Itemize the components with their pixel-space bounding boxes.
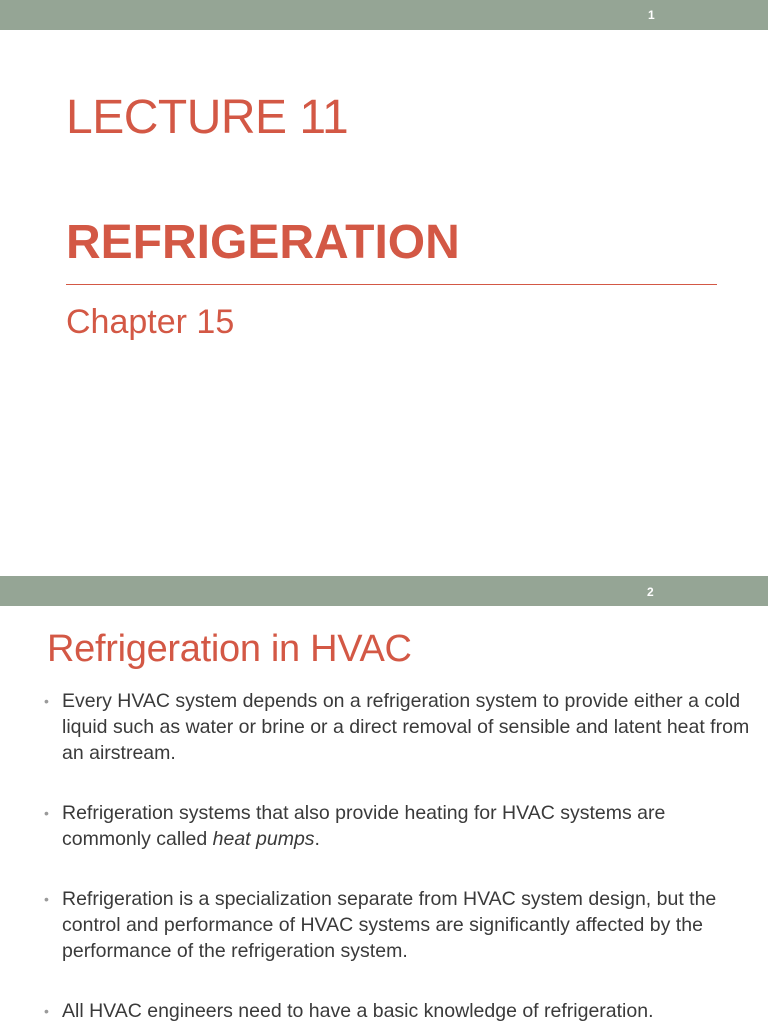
bullet-emphasis: heat pumps [212,828,315,850]
chapter-subtitle: Chapter 15 [66,303,235,341]
bullet-icon: • [44,891,49,907]
slide-2 [0,576,768,1024]
bullet-icon: • [44,805,49,821]
bullet-list [44,688,754,1024]
bullet-item [44,800,754,852]
bullet-icon: • [44,693,49,709]
title-divider [66,284,717,285]
page-number: 2 [647,585,654,599]
bullet-item [44,688,754,766]
slide-title: Refrigeration in HVAC [47,628,412,670]
slide-header-bar [0,576,768,606]
bullet-text: Refrigeration is a specialization separate from HVAC system design, but the control and performance of HVAC systems are significantly affected by the performance of the refrigeration system. [62,888,717,962]
bullet-text: Every HVAC system depends on a refrigeration system to provide either a cold liquid such as water or brine or a direct removal of sensible and latent heat from an airstream. [62,690,750,764]
bullet-item [44,886,754,964]
bullet-item [44,998,754,1024]
topic-title: REFRIGERATION [66,216,460,269]
page-number: 1 [648,8,655,22]
bullet-text-after: . [314,828,320,850]
slide-header-bar [0,0,768,30]
lecture-title: LECTURE 11 [66,91,349,144]
bullet-text: All HVAC engineers need to have a basic knowledge of refrigeration. [62,1000,654,1022]
bullet-icon: • [44,1003,49,1019]
bullet-text [62,802,665,850]
bullet-text-before: Refrigeration systems that also provide heating for HVAC systems are commonly called [62,802,666,850]
